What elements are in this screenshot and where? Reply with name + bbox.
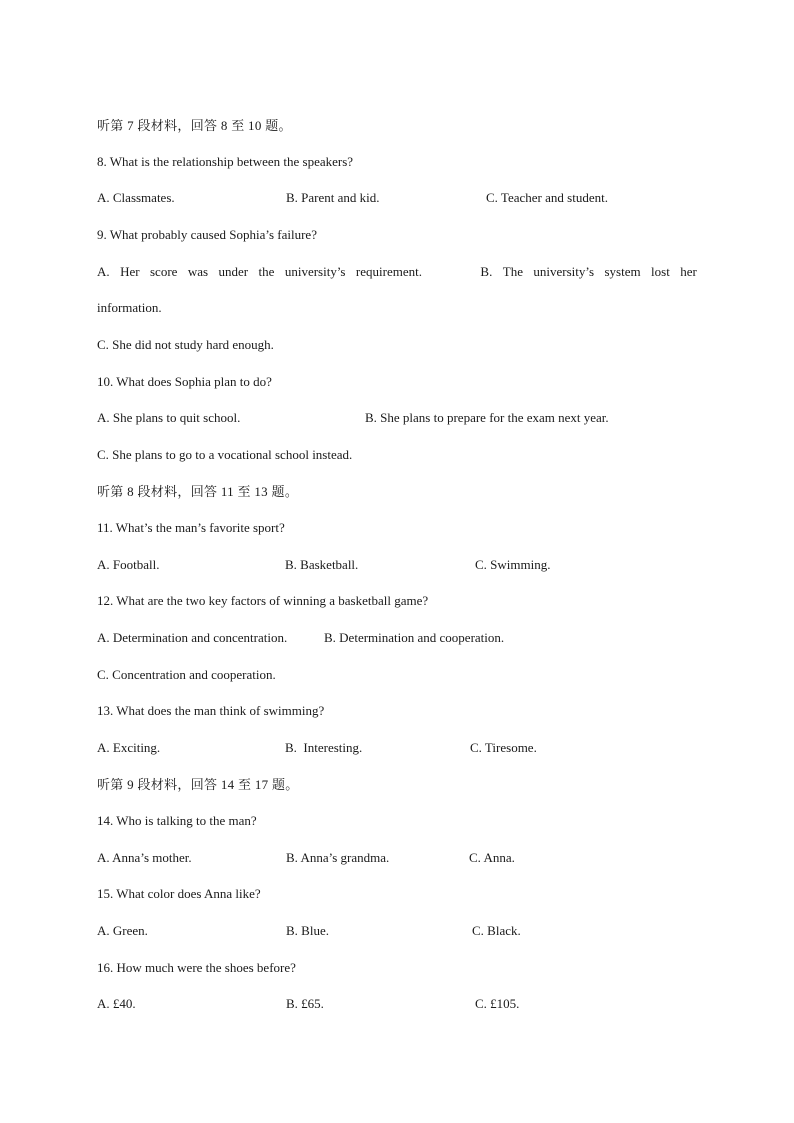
- q11-option-a: A. Football.: [97, 557, 160, 572]
- q13-option-b: B. Interesting.: [285, 740, 363, 755]
- q9-a-word: Her: [120, 264, 140, 279]
- q14-option-b: B. Anna’s grandma.: [286, 850, 390, 865]
- q9-b-word: system: [604, 264, 641, 279]
- q16-option-a: A. £40.: [97, 996, 136, 1011]
- question-13-stem: 13. What does the man think of swimming?: [97, 703, 325, 718]
- q12-option-b: B. Determination and cooperation.: [324, 630, 505, 645]
- q15-option-c: C. Black.: [472, 923, 521, 938]
- q8-option-c: C. Teacher and student.: [486, 190, 608, 205]
- question-12-stem: 12. What are the two key factors of winning a basketball game?: [97, 593, 429, 608]
- q14-option-c: C. Anna.: [469, 850, 515, 865]
- q8-option-a: A. Classmates.: [97, 190, 175, 205]
- q9-b-word: The: [502, 264, 523, 279]
- section-title-7: 听第 7 段材料，回答 8 至 10 题。: [97, 118, 292, 133]
- q9-a-word: the: [258, 264, 275, 279]
- q12-option-a: A. Determination and concentration.: [97, 630, 288, 645]
- question-10-stem: 10. What does Sophia plan to do?: [97, 374, 272, 389]
- q9-a-word: university’s: [284, 264, 346, 279]
- q9-a-word: score: [149, 264, 178, 279]
- q9-option-ab-line: [97, 264, 697, 280]
- question-8-stem: 8. What is the relationship between the speakers?: [97, 154, 354, 169]
- q8-option-b: B. Parent and kid.: [286, 190, 380, 205]
- q9-a-word: A.: [97, 264, 110, 279]
- question-11-stem: 11. What’s the man’s favorite sport?: [97, 520, 285, 535]
- q15-option-b: B. Blue.: [286, 923, 329, 938]
- q9-option-c: C. She did not study hard enough.: [97, 337, 274, 352]
- question-14-stem: 14. Who is talking to the man?: [97, 813, 257, 828]
- q9-b-word: her: [680, 264, 697, 279]
- q9-option-b-continued: information.: [97, 300, 162, 315]
- q10-option-a: A. She plans to quit school.: [97, 410, 241, 425]
- q9-a-word: was: [187, 264, 209, 279]
- q9-b-word: university’s: [533, 264, 595, 279]
- q14-option-a: A. Anna’s mother.: [97, 850, 192, 865]
- q12-option-c: C. Concentration and cooperation.: [97, 667, 276, 682]
- section-title-9: 听第 9 段材料，回答 14 至 17 题。: [97, 777, 299, 792]
- q11-option-b: B. Basketball.: [285, 557, 359, 572]
- q9-b-word: B.: [480, 264, 493, 279]
- question-16-stem: 16. How much were the shoes before?: [97, 960, 296, 975]
- question-9-stem: 9. What probably caused Sophia’s failure?: [97, 227, 317, 242]
- q9-b-word: lost: [651, 264, 670, 279]
- q13-option-a: A. Exciting.: [97, 740, 161, 755]
- q9-a-word: under: [218, 264, 249, 279]
- q9-a-word: requirement.: [355, 264, 422, 279]
- q13-option-c: C. Tiresome.: [470, 740, 537, 755]
- q15-option-a: A. Green.: [97, 923, 148, 938]
- q10-option-c: C. She plans to go to a vocational school instead.: [97, 447, 353, 462]
- q11-option-c: C. Swimming.: [475, 557, 551, 572]
- q16-option-b: B. £65.: [286, 996, 324, 1011]
- section-title-8: 听第 8 段材料，回答 11 至 13 题。: [97, 484, 299, 499]
- q16-option-c: C. £105.: [475, 996, 520, 1011]
- question-15-stem: 15. What color does Anna like?: [97, 886, 261, 901]
- q10-option-b: B. She plans to prepare for the exam next year.: [365, 410, 609, 425]
